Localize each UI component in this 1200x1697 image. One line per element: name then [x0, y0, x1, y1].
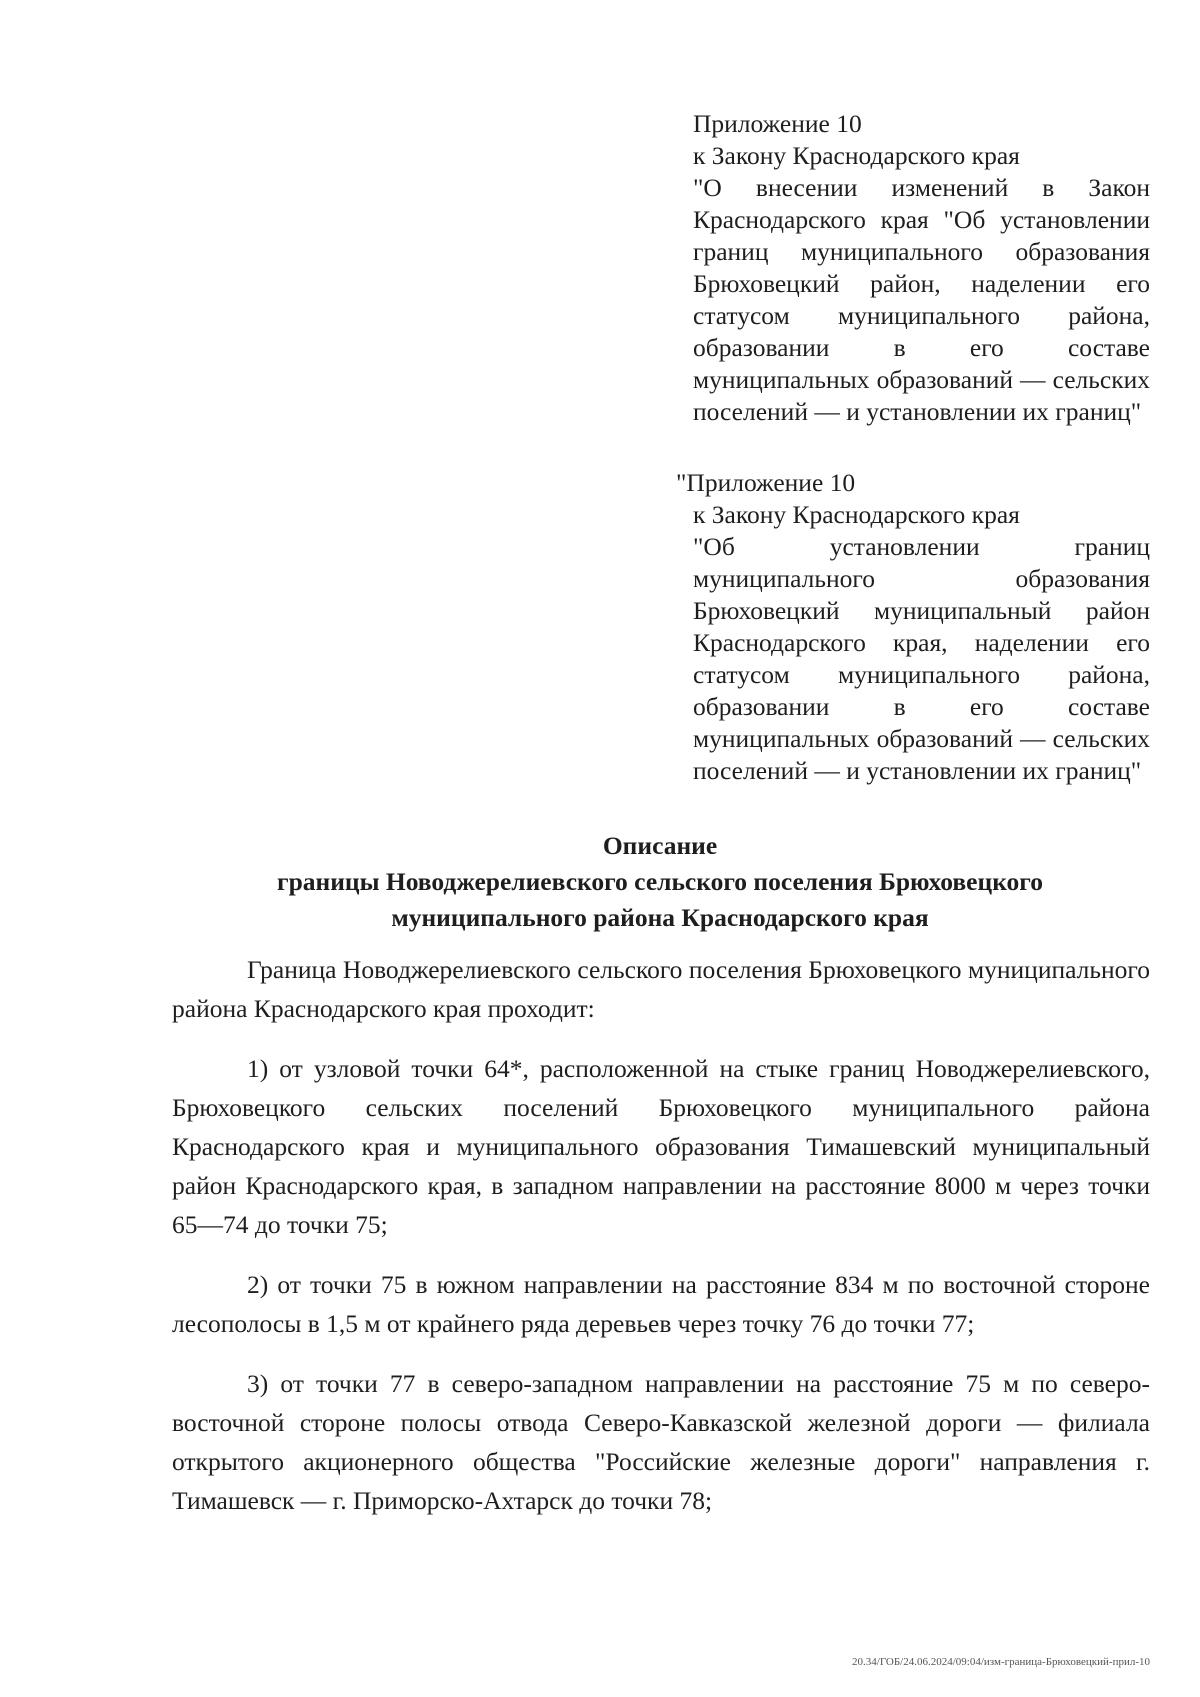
appendix-law-title: "О внесении изменений в Закон Краснодарского края "Об установлении границ муниципального образования Брюховецкий район, наделении его статусом муниципального района, образовании в его составе муниципальных образований — сельских поселений — и установлении их границ"	[693, 173, 1150, 426]
appendix-law-title: "Об установлении границ муниципального образования Брюховецкий муниципальный район Краснодарского края, наделении его статусом муниципального района, образовании в его составе муниципальных образований — сельских поселений — и установлении их границ"	[693, 532, 1150, 785]
document-footer-code: 20.34/ГОБ/24.06.2024/09:04/изм-граница-Брюховецкий-прил-10	[852, 1656, 1150, 1668]
document-title	[160, 828, 1160, 936]
document-body	[172, 950, 1150, 1541]
appendix-header-quoted	[676, 467, 1150, 787]
appendix-number: Приложение 10	[693, 109, 862, 138]
boundary-item-3: 3) от точки 77 в северо-западном направлении на расстояние 75 м по северо-восточной стороне полосы отвода Северо-Кавказской железной дороги — филиала открытого акционерного общества "Российские железные дороги" направления г. Тимашевск — г. Приморско-Ахтарск до точки 78;	[172, 1369, 1150, 1515]
boundary-item-2: 2) от точки 75 в южном направлении на расстояние 834 м по восточной стороне лесополосы в 1,5 м от крайнего ряда деревьев через точку 76 до точки 77;	[172, 1270, 1150, 1338]
boundary-item-1: 1) от узловой точки 64*, расположенной на стыке границ Новоджерелиевского, Брюховецкого сельских поселений Брюховецкого муниципального района Краснодарского края и муниципального образования Тимашевский муниципальный район Краснодарского края, в западном направлении на расстояние 8000 м через точки 65—74 до точки 75;	[172, 1054, 1150, 1239]
appendix-law-reference: к Закону Краснодарского края	[693, 141, 1020, 170]
title-line: границы Новоджерелиевского сельского поселения Брюховецкого	[276, 867, 1043, 896]
title-line: Описание	[602, 831, 718, 860]
appendix-header-current	[693, 108, 1150, 428]
appendix-law-reference: к Закону Краснодарского края	[693, 500, 1020, 529]
intro-paragraph: Граница Новоджерелиевского сельского поселения Брюховецкого муниципального района Краснодарского края проходит:	[172, 955, 1150, 1023]
appendix-number: "Приложение 10	[676, 468, 856, 497]
title-line: муниципального района Краснодарского края	[391, 903, 929, 932]
